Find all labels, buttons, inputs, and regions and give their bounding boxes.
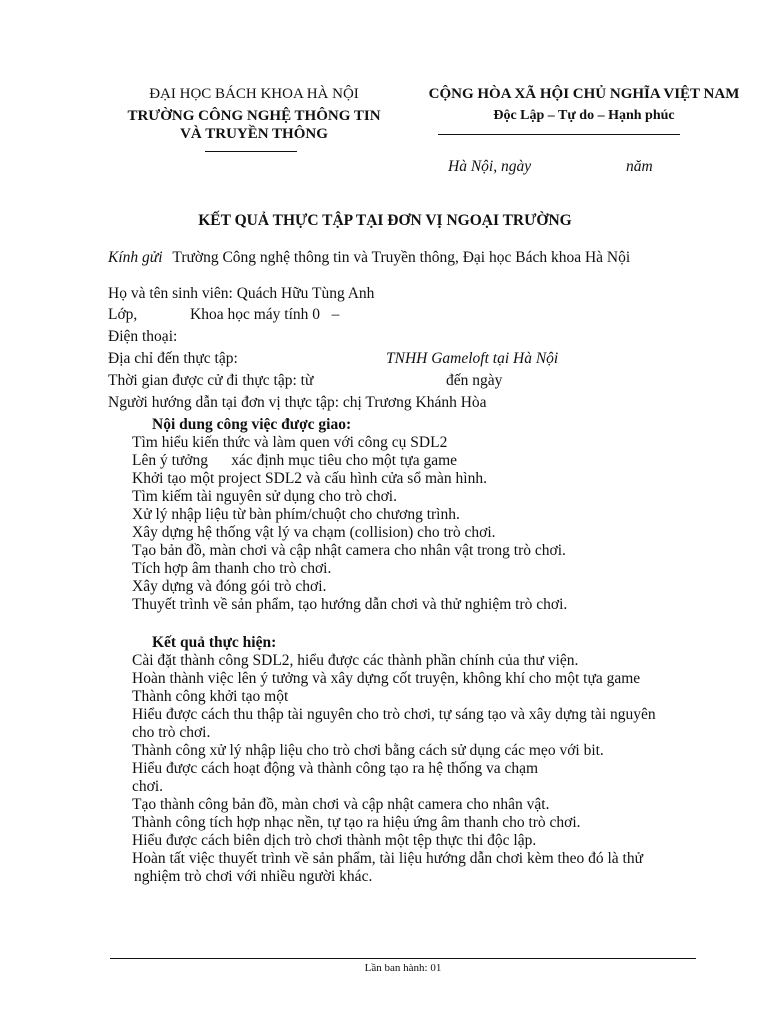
tasks-heading: Nội dung công việc được giao: xyxy=(152,416,352,433)
result-item: Hoàn thành việc lên ý tưởng và xây dựng cốt truyện, không khí cho một tựa game xyxy=(132,670,641,687)
right-header-rule xyxy=(438,134,680,135)
date-year: năm xyxy=(626,158,653,175)
result-item: Tạo thành công bản đồ, màn chơi và cập nhật camera cho nhân vật. xyxy=(132,796,550,813)
mentor-label: Người hướng dẫn tại đơn vị thực tập: xyxy=(108,394,340,411)
mentor-value: chị Trương Khánh Hòa xyxy=(342,394,487,411)
recipient-line xyxy=(108,249,630,267)
tasks-list xyxy=(132,434,567,614)
result-item: Hiểu được cách thu thập tài nguyên cho trò chơi, tự sáng tạo và xây dựng tài nguyên xyxy=(132,706,656,723)
task-item: Tìm hiểu kiến thức và làm quen với công cụ SDL2 xyxy=(132,434,448,451)
student-name-label: Họ và tên sinh viên: xyxy=(108,285,233,302)
country-name: CỘNG HÒA XÃ HỘI CHỦ NGHĨA VIỆT NAM xyxy=(428,86,740,102)
result-item: Hoàn tất việc thuyết trình về sản phẩm, tài liệu hướng dẫn chơi kèm theo đó là thử xyxy=(132,850,643,867)
address-value: TNHH Gameloft tại Hà Nội xyxy=(386,350,559,367)
result-item: Hiểu được cách biên dịch trò chơi thành một tệp thực thi độc lập. xyxy=(132,832,537,849)
task-item: Lên ý tưởng xác định mục tiêu cho một tựa game xyxy=(132,452,458,469)
task-item: Xử lý nhập liệu từ bàn phím/chuột cho chương trình. xyxy=(132,506,460,523)
address-label: Địa chỉ đến thực tập: xyxy=(108,350,238,367)
national-motto: Độc Lập – Tự do – Hạnh phúc xyxy=(493,108,675,123)
school-name-line1: TRƯỜNG CÔNG NGHỆ THÔNG TIN xyxy=(127,108,381,124)
results-heading: Kết quả thực hiện: xyxy=(152,634,277,651)
time-label: Thời gian được cử đi thực tập: từ xyxy=(108,372,314,389)
task-item: Tìm kiếm tài nguyên sử dụng cho trò chơi. xyxy=(132,488,397,505)
result-item: Thành công xử lý nhập liệu cho trò chơi bằng cách sử dụng các mẹo với bit. xyxy=(132,742,604,759)
result-item: chơi. xyxy=(132,778,164,795)
student-name-value: Quách Hữu Tùng Anh xyxy=(236,285,375,302)
university-name: ĐẠI HỌC BÁCH KHOA HÀ NỘI xyxy=(149,86,359,102)
results-list xyxy=(132,652,656,886)
task-item: Xây dựng hệ thống vật lý va chạm (collision) cho trò chơi. xyxy=(132,524,496,541)
student-name-row xyxy=(108,285,374,303)
task-item: Tích hợp âm thanh cho trò chơi. xyxy=(132,560,332,577)
class-label: Lớp, xyxy=(108,306,138,323)
result-item: cho trò chơi. xyxy=(132,724,211,741)
footer-rule xyxy=(110,958,696,959)
phone-label: Điện thoại: xyxy=(108,328,178,345)
recipient-label: Kính gửi xyxy=(108,249,163,266)
class-value: Khoa học máy tính 0 – xyxy=(190,306,340,323)
recipient-value: Trường Công nghệ thông tin và Truyền thông, Đại học Bách khoa Hà Nội xyxy=(172,249,631,266)
time-to-label: đến ngày xyxy=(446,372,503,389)
edition-note: Lần ban hành: 01 xyxy=(364,962,442,974)
task-item: Thuyết trình về sản phẩm, tạo hướng dẫn chơi và thử nghiệm trò chơi. xyxy=(132,596,568,613)
result-item: Thành công tích hợp nhạc nền, tự tạo ra hiệu ứng âm thanh cho trò chơi. xyxy=(132,814,581,831)
task-item: Khởi tạo một project SDL2 và cấu hình cửa sổ màn hình. xyxy=(132,470,487,487)
task-item: Tạo bản đồ, màn chơi và cập nhật camera cho nhân vật trong trò chơi. xyxy=(132,542,566,559)
result-item: Hiểu được cách hoạt động và thành công tạo ra hệ thống va chạm xyxy=(132,760,539,777)
result-item: nghiệm trò chơi với nhiều người khác. xyxy=(134,868,373,885)
result-item: Cài đặt thành công SDL2, hiểu được các thành phần chính của thư viện. xyxy=(132,652,579,669)
date-place: Hà Nội, ngày xyxy=(448,158,532,175)
school-name-line2: VÀ TRUYỀN THÔNG xyxy=(180,126,328,142)
task-item: Xây dựng và đóng gói trò chơi. xyxy=(132,578,327,595)
result-item: Thành công khởi tạo một xyxy=(132,688,289,705)
left-header-rule xyxy=(205,151,297,152)
document-title: KẾT QUẢ THỰC TẬP TẠI ĐƠN VỊ NGOẠI TRƯỜNG xyxy=(198,212,572,229)
mentor-row xyxy=(108,394,487,412)
